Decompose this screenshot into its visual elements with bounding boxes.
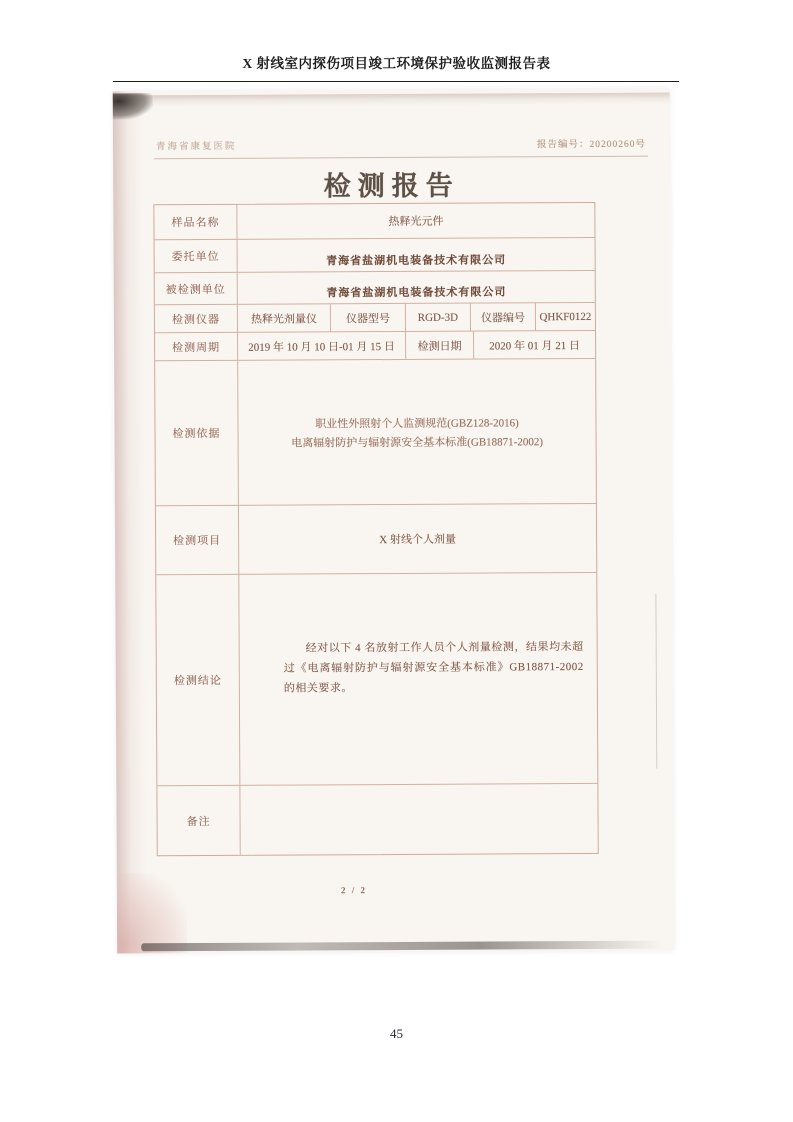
basis-standards	[291, 414, 543, 450]
scan-sheet-page-number: 2 / 2	[340, 885, 367, 896]
row-label: 备注	[186, 815, 211, 828]
scan-top-edge-shadow	[113, 93, 670, 108]
serial-value: QHKF0122	[535, 303, 595, 330]
page-header-title: X 射线室内探伤项目竣工环境保护验收监测报告表	[242, 56, 551, 71]
scan-bottom-left-corner-shadow	[117, 873, 187, 953]
report-table	[153, 202, 598, 856]
table-row-sample-name	[154, 203, 594, 239]
scan-right-edge-line	[655, 594, 657, 769]
row-value: 青海省盐湖机电装备技术有限公司	[237, 271, 595, 304]
row-label: 检测项目	[173, 534, 222, 548]
table-row-items	[156, 503, 596, 574]
row-label: 检测仪器	[171, 313, 220, 326]
serial-label: 仪器编号	[470, 303, 535, 330]
table-row-instrument	[155, 302, 595, 332]
basis-standard-line1: 职业性外照射个人监测规范(GBZ128-2016)	[315, 416, 519, 430]
instrument-name: 热释光剂量仪	[237, 304, 330, 331]
table-row-conclusion	[156, 572, 597, 785]
model-value: RGD-3D	[405, 304, 470, 331]
row-label: 样品名称	[171, 216, 220, 230]
basis-standard-line2: 电离辐射防护与辐射源安全基本标准(GB18871-2002)	[291, 435, 544, 450]
row-label: 检测结论	[173, 674, 222, 688]
table-row-basis	[155, 358, 596, 505]
remarks-value	[239, 784, 597, 855]
page-header-rule	[113, 81, 679, 82]
table-row-tested-unit	[155, 270, 595, 304]
table-row-period	[155, 330, 595, 360]
scan-left-edge-shadow	[113, 91, 148, 953]
table-row-remarks	[157, 783, 597, 855]
items-value: X 射线个人剂量	[238, 504, 596, 574]
document-page-number: 45	[390, 1026, 403, 1041]
row-label: 委托单位	[171, 250, 220, 264]
row-label: 检测依据	[172, 427, 221, 441]
conclusion-text: 经对以下 4 名放射工作人员个人剂量检测，结果均未超过《电离辐射防护与辐射源安全基本标准》GB18871-2002 的相关要求。	[283, 641, 584, 695]
test-date-label: 检测日期	[405, 332, 473, 359]
basis-value	[237, 359, 596, 505]
report-title: 检测报告	[323, 170, 460, 202]
model-label: 仪器型号	[330, 304, 405, 331]
scan-top-left-corner-shadow	[113, 93, 153, 119]
period-value: 2019 年 10 月 10 日-01 月 15 日	[237, 332, 405, 360]
table-row-client	[155, 237, 595, 272]
row-label: 被检测单位	[165, 283, 226, 296]
conclusion-value	[238, 573, 597, 785]
scan-header-rule	[154, 156, 648, 160]
issuer-name: 青海省康复医院	[156, 141, 237, 153]
row-value: 青海省盐湖机电装备技术有限公司	[237, 238, 595, 272]
scanned-report-image	[113, 89, 675, 954]
row-value: 热释光元件	[236, 203, 594, 239]
test-date-value: 2020 年 01 月 21 日	[473, 331, 595, 359]
scan-bottom-edge-shadow	[141, 941, 663, 952]
report-number: 报告编号：20200260号	[536, 139, 647, 151]
row-label: 检测周期	[172, 341, 221, 354]
